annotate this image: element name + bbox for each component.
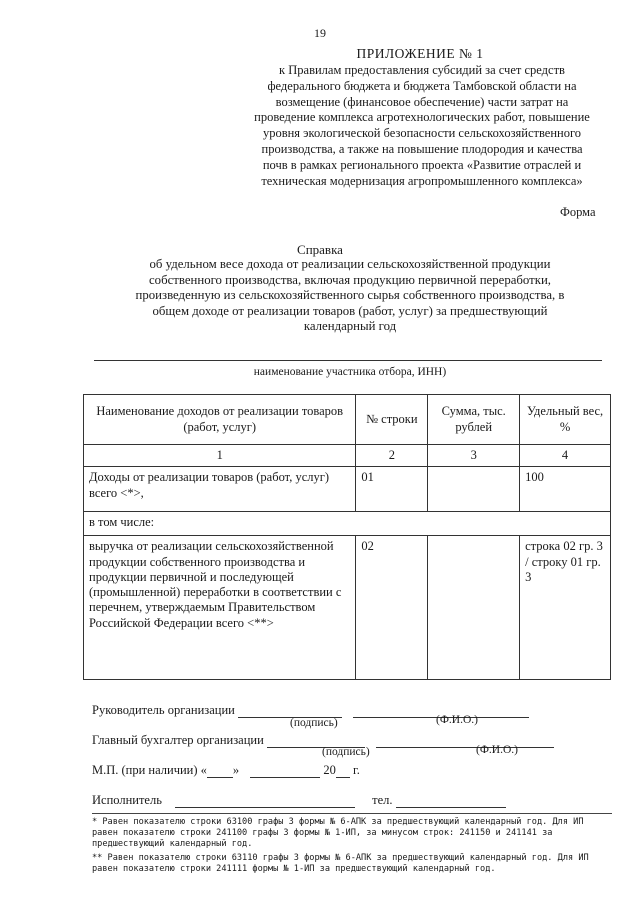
row1-sum[interactable]: [428, 467, 520, 512]
column-number-row: [84, 445, 611, 467]
header-sum: Сумма, тыс. рублей: [428, 395, 520, 445]
table-row: [84, 536, 611, 680]
appendix-text: [232, 63, 612, 189]
certificate-title: Справка: [297, 242, 343, 257]
accountant-fio-caption: (Ф.И.О.): [476, 744, 518, 756]
day-field[interactable]: [207, 777, 233, 778]
executor-line: [92, 793, 506, 808]
table-header-row: [84, 395, 611, 445]
certificate-line: об удельном весе дохода от реализации сельскохозяйственной продукции: [149, 257, 551, 271]
accountant-label: Главный бухгалтер организации: [92, 733, 264, 747]
accountant-signature-caption: (подпись): [322, 746, 370, 758]
certificate-line: произведенную из сельскохозяйственного сырья собственного производства, в: [135, 288, 565, 303]
stamp-date-line: [92, 763, 360, 778]
phone-label: тел.: [372, 793, 393, 807]
col-number: 1: [84, 445, 356, 467]
row2-share: строка 02 гр. 3 / строку 01 гр. 3: [520, 536, 611, 680]
participant-caption: наименование участника отбора, ИНН): [253, 366, 447, 378]
certificate-line: календарный год: [303, 319, 397, 334]
footnote-divider: [92, 813, 612, 814]
row1-share: 100: [520, 467, 611, 512]
appendix-line: возмещение (финансовое обеспечение) части затрат на: [275, 94, 569, 109]
row1-no: 01: [356, 467, 428, 512]
income-table: [83, 394, 611, 680]
year-prefix: 20: [323, 763, 336, 777]
form-label: Форма: [560, 205, 596, 219]
head-signature-caption: (подпись): [290, 717, 338, 729]
year-field[interactable]: [336, 777, 350, 778]
header-share: Удельный вес, %: [520, 395, 611, 445]
year-suffix: г.: [353, 763, 360, 777]
accountant-fio-field[interactable]: [376, 747, 554, 748]
head-label: Руководитель организации: [92, 703, 235, 717]
col-number: 3: [428, 445, 520, 467]
appendix-line: техническая модернизация агропромышленного комплекса»: [261, 173, 583, 188]
footnote-1: * Равен показателю строки 63100 графы 3 формы № 6-АПК за предшествующий календарный год. Для ИП равен показателю строки 241100 графы 3 формы № 1-ИП, за минусом строк: 241150 и 241141 за предшествующий календарный год.: [92, 817, 584, 850]
row2-name: выручка от реализации сельскохозяйственной продукции собственного производства и продукции первичной и последующей (промышленной) переработки в соответствии с перечнем, утверждаемым Правительством Российской Федерации всего <**>: [84, 536, 356, 680]
appendix-line: почв в рамках регионального проекта «Развитие отраслей и: [262, 157, 582, 172]
header-name: Наименование доходов от реализации товаров (работ, услуг): [84, 395, 356, 445]
footnote-2: ** Равен показателю строки 63110 графы 3 формы № 6-АПК за предшествующий календарный год. Для ИП равен показателю строки 241111 формы № 1-ИП за предшествующий календарный год.: [92, 853, 589, 875]
stamp-quote: »: [232, 763, 240, 777]
stamp-label: М.П. (при наличии) «: [92, 763, 207, 777]
certificate-line: собственного производства, включая продукцию первичной переработки,: [148, 272, 551, 287]
phone-field[interactable]: [396, 807, 506, 808]
certificate-line: общем доходе от реализации товаров (работ, услуг) за предшествующий: [152, 303, 548, 318]
row2-sum[interactable]: [428, 536, 520, 680]
row2-no: 02: [356, 536, 428, 680]
including-label: в том числе:: [84, 512, 611, 536]
including-row: [84, 512, 611, 536]
certificate-subtitle: [100, 257, 600, 335]
head-fio-caption: (Ф.И.О.): [436, 714, 478, 726]
participant-name-line[interactable]: [94, 360, 602, 361]
appendix-line: проведение комплекса агротехнологических работ, повышение: [254, 110, 590, 125]
row1-name: Доходы от реализации товаров (работ, услуг) всего <*>,: [84, 467, 356, 512]
header-row-no: № строки: [356, 395, 428, 445]
appendix-line: к Правилам предоставления субсидий за счет средств: [279, 63, 565, 77]
month-field[interactable]: [250, 777, 320, 778]
executor-label: Исполнитель: [92, 793, 162, 807]
col-number: 2: [356, 445, 428, 467]
page-number: 19: [314, 26, 326, 40]
appendix-line: федерального бюджета и бюджета Тамбовской области на: [267, 78, 577, 93]
col-number: 4: [520, 445, 611, 467]
appendix-title: ПРИЛОЖЕНИЕ № 1: [356, 46, 484, 61]
appendix-line: производства, а также на повышение плодородия и качества: [261, 141, 583, 156]
appendix-line: уровня экологической безопасности сельскохозяйственного: [262, 126, 582, 141]
executor-field[interactable]: [175, 807, 355, 808]
table-row: [84, 467, 611, 512]
